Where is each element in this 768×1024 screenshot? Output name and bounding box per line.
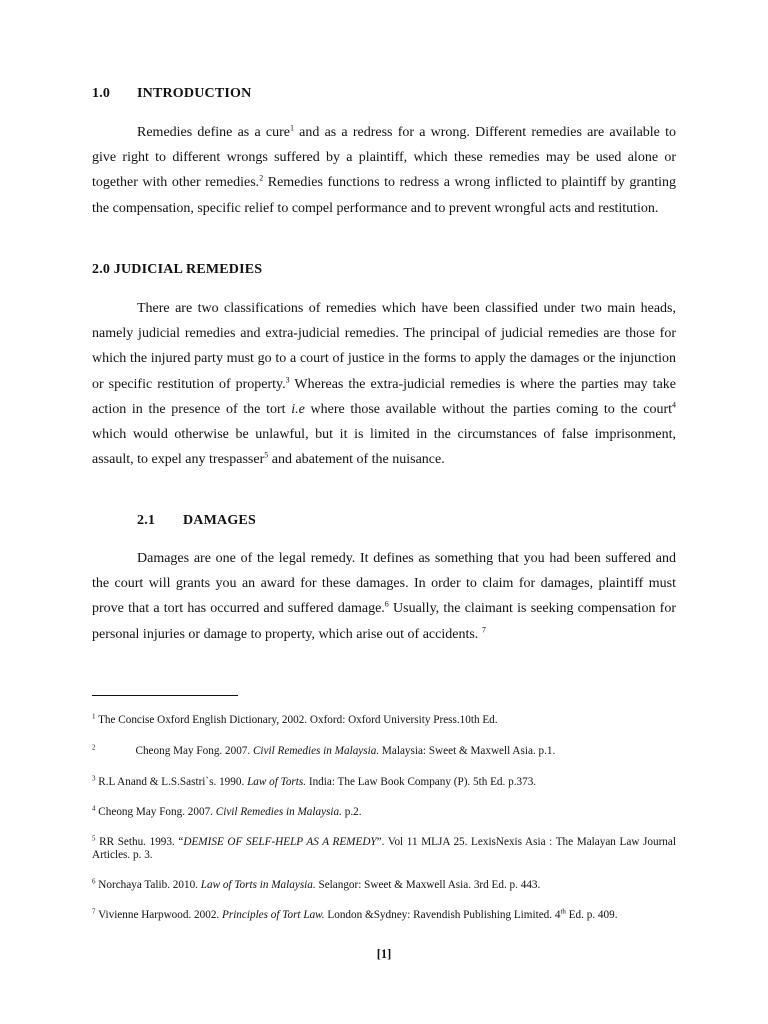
footnote-title: DEMISE OF SELF-HELP AS A REMEDY: [183, 836, 377, 848]
footnote-title: Law of Torts.: [247, 776, 307, 788]
heading-number: 1.0: [92, 86, 111, 101]
page-number: [1]: [376, 947, 392, 961]
paragraph-damages: [92, 546, 676, 647]
footnote-mark: 5: [92, 834, 96, 843]
footnote-text: ”. Vol 11 MLJA 25. LexisNexis Asia : The Malayan Law Journal Articles. p. 3.: [92, 836, 676, 861]
footnote-6: [92, 879, 676, 892]
text-run: Remedies functions to redress a wrong inflicted to plaintiff by granting the compensation, specific relief to compel performance and to prevent wrongful acts and restitution.: [92, 175, 677, 216]
footnote-3: [92, 776, 676, 789]
footnote-mark: 2: [92, 743, 96, 752]
heading-number: 2.1: [137, 513, 156, 528]
text-run: and abatement of the nuisance.: [268, 452, 445, 468]
text-run: Remedies define as a cure: [137, 125, 290, 140]
footnote-title: Principles of Tort Law.: [222, 909, 325, 921]
text-run: which would otherwise be unlawful, but it is limited in the circumstances of false imprisonment, assault, to expel any trespasser: [92, 427, 676, 468]
footnote-4: [92, 806, 676, 819]
heading-introduction: [92, 86, 251, 102]
footnote-text: RR Sethu. 1993. “: [95, 836, 184, 848]
footnote-text: London &Sydney: Ravendish Publishing Limited. 4: [324, 909, 561, 921]
footnote-mark: 1: [92, 712, 96, 721]
footnote-ref[interactable]: 7: [481, 624, 486, 634]
footnote-mark: 3: [92, 774, 96, 783]
footnote-text: Malaysia: Sweet & Maxwell Asia. p.1.: [379, 745, 556, 757]
heading-title: INTRODUCTION: [137, 86, 252, 101]
italic-text: i.e: [291, 401, 305, 417]
footnote-mark: 4: [92, 804, 96, 813]
heading-damages: [137, 513, 256, 529]
footnote-ref[interactable]: 2: [259, 173, 264, 183]
footnote-text: Vivienne Harpwood. 2002.: [95, 909, 223, 921]
footnote-ref[interactable]: 6: [384, 599, 389, 609]
footnote-title: Civil Remedies in Malaysia.: [252, 745, 380, 757]
heading-title: DAMAGES: [183, 513, 256, 528]
footnote-text: Ed. p. 409.: [565, 909, 618, 921]
footnote-mark: 6: [92, 877, 96, 886]
footnote-title: Law of Torts in Malaysia.: [200, 879, 316, 891]
footnote-mark: 7: [92, 907, 96, 916]
footnote-2: [92, 745, 676, 758]
footnote-5: [92, 836, 676, 862]
footnote-ref[interactable]: 1: [289, 123, 294, 133]
footnote-text: Norchaya Talib. 2010.: [95, 879, 201, 891]
ordinal-suffix: th: [560, 907, 566, 916]
heading-judicial-remedies: 2.0 JUDICIAL REMEDIES: [92, 262, 263, 277]
text-run: Usually, the claimant is seeking compensation for personal injuries or damage to property, which arise out of accidents.: [92, 601, 676, 642]
footnote-title: Civil Remedies in Malaysia.: [215, 806, 342, 818]
footnote-text: R.L Anand & L.S.Sastri`s. 1990.: [95, 776, 248, 788]
footnote-ref[interactable]: 3: [285, 374, 290, 384]
text-run: and as a redress for a wrong. Different remedies are available to give right to different wrongs suffered by a plaintiff, which these remedies may be used alone or together with other remedies.: [92, 125, 676, 191]
footnote-1: [92, 714, 676, 727]
footnote-separator: [92, 695, 238, 696]
text-run: Whereas the extra-judicial remedies is where the parties may take action in the presence of the tort: [92, 376, 677, 417]
footnote-ref[interactable]: 4: [672, 400, 677, 410]
footnote-text: The Concise Oxford English Dictionary, 2002. Oxford: Oxford University Press.10th Ed.: [95, 714, 498, 726]
footnote-ref[interactable]: 5: [264, 450, 269, 460]
text-run: Damages are one of the legal remedy. It defines as something that you had been suffered and the court will grants you an award for these damages. In order to claim for damages, plaintiff must prove that a tort has occurred and suffered damage.: [92, 551, 676, 617]
footnote-text: Cheong May Fong. 2007.: [95, 806, 216, 818]
footnote-text: Selangor: Sweet & Maxwell Asia. 3rd Ed. p. 443.: [315, 879, 541, 891]
footnote-7: [92, 909, 676, 922]
paragraph-introduction: [92, 120, 676, 221]
footnote-text: p.2.: [341, 806, 362, 818]
footnote-text: Cheong May Fong. 2007.: [135, 745, 253, 757]
text-run: There are two classifications of remedies which have been classified under two main heads, namely judicial remedies and extra-judicial remedies. The principal of judicial remedies are those for which the injured party must go to a court of justice in the forms to apply the damages or the injunction or specific restitution of property.: [92, 301, 676, 392]
footnote-text: India: The Law Book Company (P). 5th Ed. p.373.: [306, 776, 537, 788]
text-run: where those available without the parties coming to the court: [304, 401, 673, 417]
paragraph-judicial-remedies: [92, 296, 676, 472]
